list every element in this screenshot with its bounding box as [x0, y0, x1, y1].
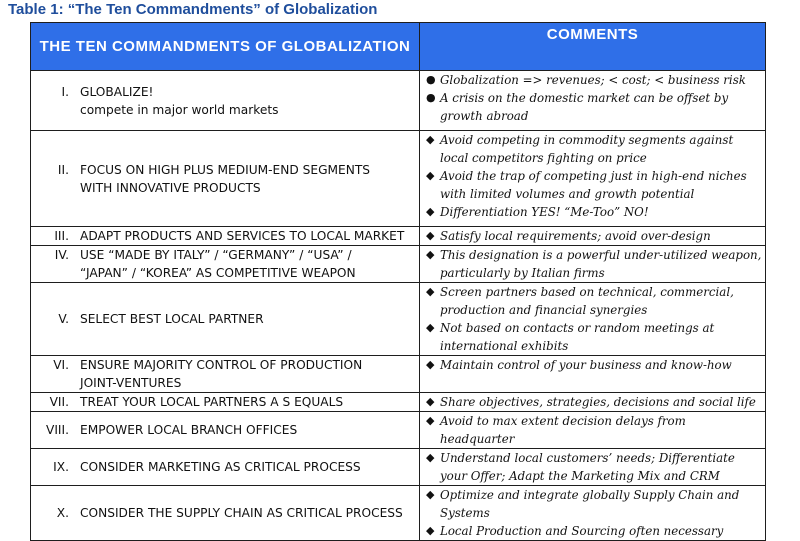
comment-text: Differentiation YES! “Me-Too” NO!	[440, 205, 649, 219]
comment-text: Avoid competing in commodity segments against local competitors fighting on price	[440, 133, 734, 165]
comment-item	[426, 246, 763, 282]
comments-cell	[420, 486, 766, 541]
comment-item	[426, 283, 763, 319]
diamond-bullet-icon: ◆	[426, 488, 435, 501]
commandment-number: V.	[58, 312, 69, 326]
round-bullet-icon: ●	[426, 73, 436, 86]
diamond-bullet-icon: ◆	[426, 321, 435, 334]
table-row	[31, 283, 766, 356]
diamond-bullet-icon: ◆	[426, 133, 435, 146]
comment-list	[426, 246, 763, 282]
comment-item	[426, 449, 763, 485]
commandment-cell	[31, 131, 420, 227]
commandment-cell	[31, 71, 420, 131]
comments-cell	[420, 356, 766, 393]
comment-text: Satisfy local requirements; avoid over-design	[440, 229, 711, 243]
commandment-cell	[31, 356, 420, 393]
comment-text: Globalization => revenues; < cost; < business risk	[440, 73, 746, 87]
comment-text: This designation is a powerful under-utilized weapon, particularly by Italian firms	[440, 248, 762, 280]
comment-item	[426, 412, 763, 448]
comment-list	[426, 71, 763, 125]
table-row	[31, 131, 766, 227]
header-comments: COMMENTS	[420, 23, 766, 71]
commandment-cell	[31, 412, 420, 449]
diamond-bullet-icon: ◆	[426, 451, 435, 464]
comment-item	[426, 393, 763, 411]
commandment-line: “JAPAN” / “KOREA” AS COMPETITIVE WEAPON	[80, 266, 356, 280]
commandment-text	[69, 421, 415, 439]
comment-text: Not based on contacts or random meetings at international exhibits	[440, 321, 715, 353]
table-caption: Table 1: “The Ten Commandments” of Globalization	[8, 1, 378, 18]
commandment-number: II.	[57, 162, 69, 177]
comments-cell	[420, 71, 766, 131]
comment-list	[426, 449, 763, 485]
comment-text: Share objectives, strategies, decisions and social life	[440, 395, 756, 409]
commandment-line: compete in major world markets	[80, 102, 279, 117]
comment-text: Optimize and integrate globally Supply Chain and Systems	[440, 488, 740, 520]
commandment-cell	[31, 246, 420, 283]
diamond-bullet-icon: ◆	[426, 248, 435, 261]
diamond-bullet-icon: ◆	[426, 524, 435, 537]
comment-text: Avoid the trap of competing just in high-end niches with limited volumes and growth potential	[440, 169, 747, 201]
table-row	[31, 486, 766, 541]
comment-list	[426, 356, 763, 374]
comments-cell	[420, 393, 766, 412]
round-bullet-icon: ●	[426, 91, 436, 104]
commandment-line: WITH INNOVATIVE PRODUCTS	[80, 180, 261, 195]
commandment-cell	[31, 393, 420, 412]
commandments-table	[30, 22, 766, 541]
comments-cell	[420, 227, 766, 246]
comment-item	[426, 227, 763, 245]
commandment-text	[69, 310, 415, 328]
header-commandments: THE TEN COMMANDMENTS OF GLOBALIZATION	[31, 23, 420, 71]
comments-cell	[420, 412, 766, 449]
commandment-number: IV.	[54, 248, 69, 262]
comments-cell	[420, 283, 766, 356]
comments-cell	[420, 449, 766, 486]
comment-list	[426, 283, 763, 355]
comment-item	[426, 167, 763, 203]
commandment-line: FOCUS ON HIGH PLUS MEDIUM-END SEGMENTS	[80, 162, 371, 177]
comment-item	[426, 131, 763, 167]
comment-text: Screen partners based on technical, commercial, production and financial synergies	[440, 285, 734, 317]
comment-text: A crisis on the domestic market can be offset by growth abroad	[440, 91, 729, 123]
diamond-bullet-icon: ◆	[426, 285, 435, 298]
commandment-line: EMPOWER LOCAL BRANCH OFFICES	[80, 423, 298, 437]
commandment-cell	[31, 227, 420, 246]
comment-list	[426, 131, 763, 221]
commandment-line: CONSIDER MARKETING AS CRITICAL PROCESS	[80, 460, 361, 474]
comment-list	[426, 227, 763, 245]
commandment-line: ADAPT PRODUCTS AND SERVICES TO LOCAL MARKET	[80, 229, 405, 243]
table-row	[31, 356, 766, 393]
commandment-text	[69, 356, 415, 392]
diamond-bullet-icon: ◆	[426, 205, 435, 218]
commandment-number: I.	[61, 84, 69, 99]
commandment-line: TREAT YOUR LOCAL PARTNERS A S EQUALS	[80, 395, 344, 409]
commandment-number: III.	[54, 229, 69, 243]
commandment-line: SELECT BEST LOCAL PARTNER	[80, 312, 264, 326]
table-row	[31, 393, 766, 412]
comment-text: Maintain control of your business and know-how	[440, 358, 732, 372]
comment-item	[426, 522, 763, 540]
commandment-cell	[31, 449, 420, 486]
comment-list	[426, 393, 763, 411]
diamond-bullet-icon: ◆	[426, 414, 435, 427]
comment-item	[426, 319, 763, 355]
comment-item	[426, 486, 763, 522]
commandment-text	[69, 83, 415, 119]
diamond-bullet-icon: ◆	[426, 229, 435, 242]
commandment-text	[69, 393, 415, 411]
commandment-line: GLOBALIZE!	[80, 84, 154, 99]
table-row	[31, 246, 766, 283]
table-header-row	[31, 23, 766, 71]
comment-text: Understand local customers’ needs; Differentiate your Offer; Adapt the Marketing Mix and CRM	[440, 451, 735, 483]
commandment-line: ENSURE MAJORITY CONTROL OF PRODUCTION	[80, 358, 363, 372]
comment-text: Avoid to max extent decision delays from headquarter	[440, 414, 686, 446]
diamond-bullet-icon: ◆	[426, 358, 435, 371]
commandment-cell	[31, 283, 420, 356]
comment-text: Local Production and Sourcing often necessary	[440, 524, 724, 538]
comments-cell	[420, 246, 766, 283]
commandment-line: USE “MADE BY ITALY” / “GERMANY” / “USA” /	[80, 248, 352, 262]
commandment-line: CONSIDER THE SUPPLY CHAIN AS CRITICAL PROCESS	[80, 506, 403, 520]
commandment-text	[69, 227, 415, 245]
commandment-text	[69, 458, 415, 476]
diamond-bullet-icon: ◆	[426, 395, 435, 408]
commandment-number: VIII.	[46, 423, 69, 437]
comment-list	[426, 486, 763, 540]
table-row	[31, 227, 766, 246]
comment-item	[426, 203, 763, 221]
commandment-line: JOINT-VENTURES	[80, 376, 182, 390]
diamond-bullet-icon: ◆	[426, 169, 435, 182]
commandment-text	[69, 504, 415, 522]
comment-item	[426, 356, 763, 374]
commandment-text	[69, 161, 415, 197]
comment-list	[426, 412, 763, 448]
commandment-cell	[31, 486, 420, 541]
commandment-number: VI.	[53, 358, 69, 372]
comment-item	[426, 71, 763, 89]
commandment-number: X.	[56, 506, 69, 520]
commandment-number: VII.	[49, 395, 69, 409]
table-row	[31, 449, 766, 486]
commandment-text	[69, 246, 415, 282]
table-row	[31, 412, 766, 449]
table-row	[31, 71, 766, 131]
commandment-number: IX.	[53, 460, 69, 474]
comment-item	[426, 89, 763, 125]
comments-cell	[420, 131, 766, 227]
